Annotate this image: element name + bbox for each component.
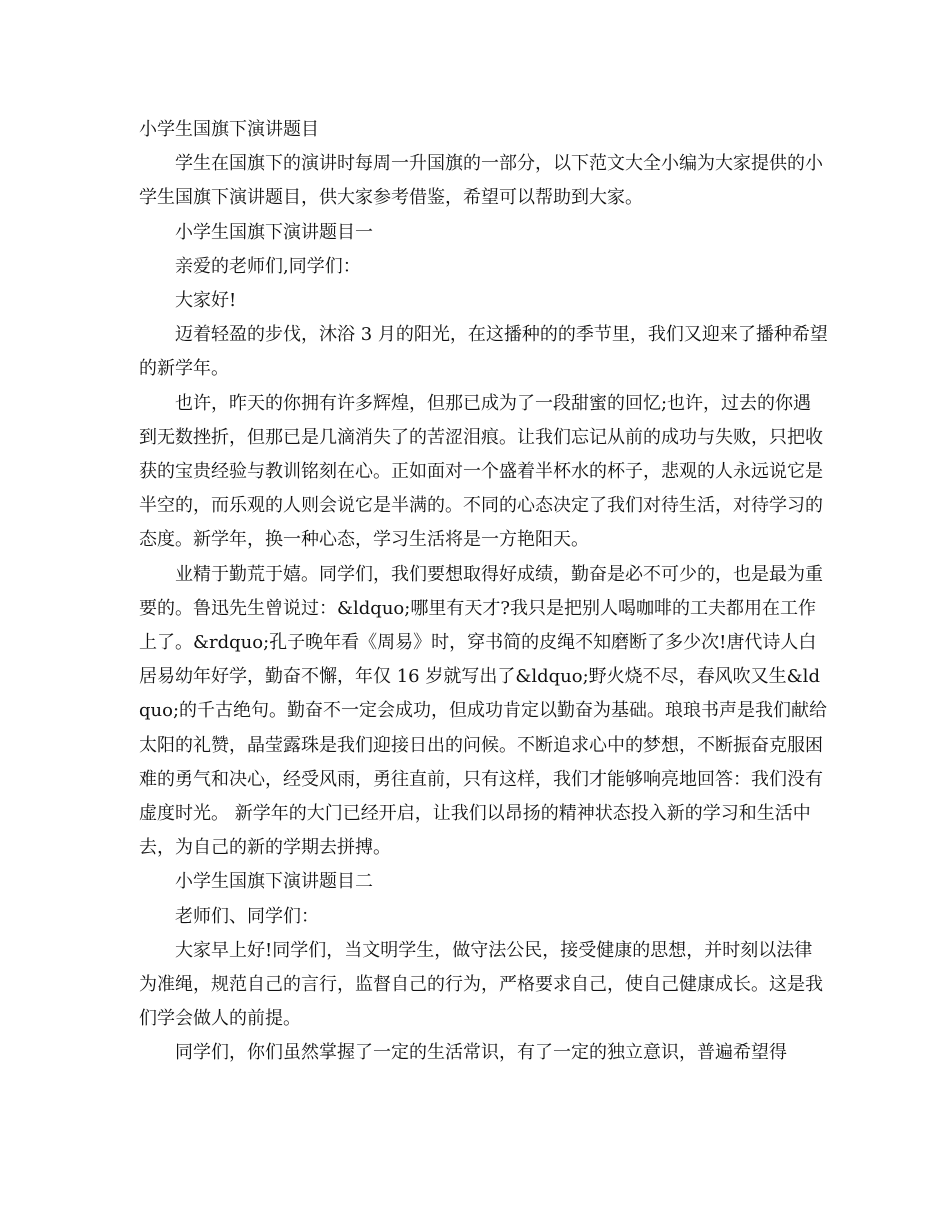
document-title: 小学生国旗下演讲题目 [139, 119, 319, 140]
salutation-two: 老师们、同学们： [175, 905, 319, 927]
paragraph-civility: 大家早上好!同学们，当文明学生，做守法公民，接受健康的思想，并时刻以法律为准绳，规范自己的言行，监督自己的行为，严格要求自己，使自己健康成长。这是我们学会做人的前提。 [139, 939, 823, 1030]
document-body [139, 113, 829, 1071]
paragraph-diligence: 业精于勤荒于嬉。同学们，我们要想取得好成绩，勤奋是必不可少的，也是最为重要的。鲁迅先生曾说过：&ldquo;哪里有天才?我只是把别人喝咖啡的工夫都用在工作上了。&rdquo;孔子晚年看《周易》时，穿书简的皮绳不知磨断了多少次!唐代诗人白居易幼年好学，勤奋不懈，年仅 16 岁就写出了&ldquo;野火烧不尽，春风吹又生&ldquo;的千古绝句。勤奋不一定会成功，但成功肯定以勤奋为基础。琅琅书声是我们献给太阳的礼赞，晶莹露珠是我们迎接日出的问候。不断追求心中的梦想，不断振奋克服困难的勇气和决心，经受风雨，勇往直前，只有这样，我们才能够响亮地回答：我们没有虚度时光。 新学年的大门已经开启，让我们以昂扬的精神状态投入新的学习和生活中去，为自己的新的学期去拼搏。 [139, 563, 828, 859]
section-heading-one: 小学生国旗下演讲题目一 [175, 221, 373, 243]
section-heading-two: 小学生国旗下演讲题目二 [175, 871, 373, 893]
salutation-one: 亲爱的老师们,同学们： [175, 255, 361, 277]
paragraph-new-term: 迈着轻盈的步伐，沐浴 3 月的阳光，在这播种的的季节里，我们又迎来了播种希望的新学年。 [139, 324, 828, 380]
paragraph-mindset: 也许，昨天的你拥有许多辉煌，但那已成为了一段甜蜜的回忆;也许，过去的你遇到无数挫折，但那已是几滴消失了的苦涩泪痕。让我们忘记从前的成功与失败，只把收获的宝贵经验与教训铭刻在心。正如面对一个盛着半杯水的杯子，悲观的人永远说它是半空的，而乐观的人则会说它是半满的。不同的心态决定了我们对待生活，对待学习的态度。新学年，换一种心态，学习生活将是一方艳阳天。 [139, 392, 823, 551]
paragraph-intro: 学生在国旗下的演讲时每周一升国旗的一部分，以下范文大全小编为大家提供的小学生国旗下演讲题目，供大家参考借鉴，希望可以帮助到大家。 [139, 153, 823, 209]
greeting-one: 大家好! [175, 290, 237, 312]
paragraph-independence: 同学们，你们虽然掌握了一定的生活常识，有了一定的独立意识，普遍希望得 [175, 1042, 787, 1064]
